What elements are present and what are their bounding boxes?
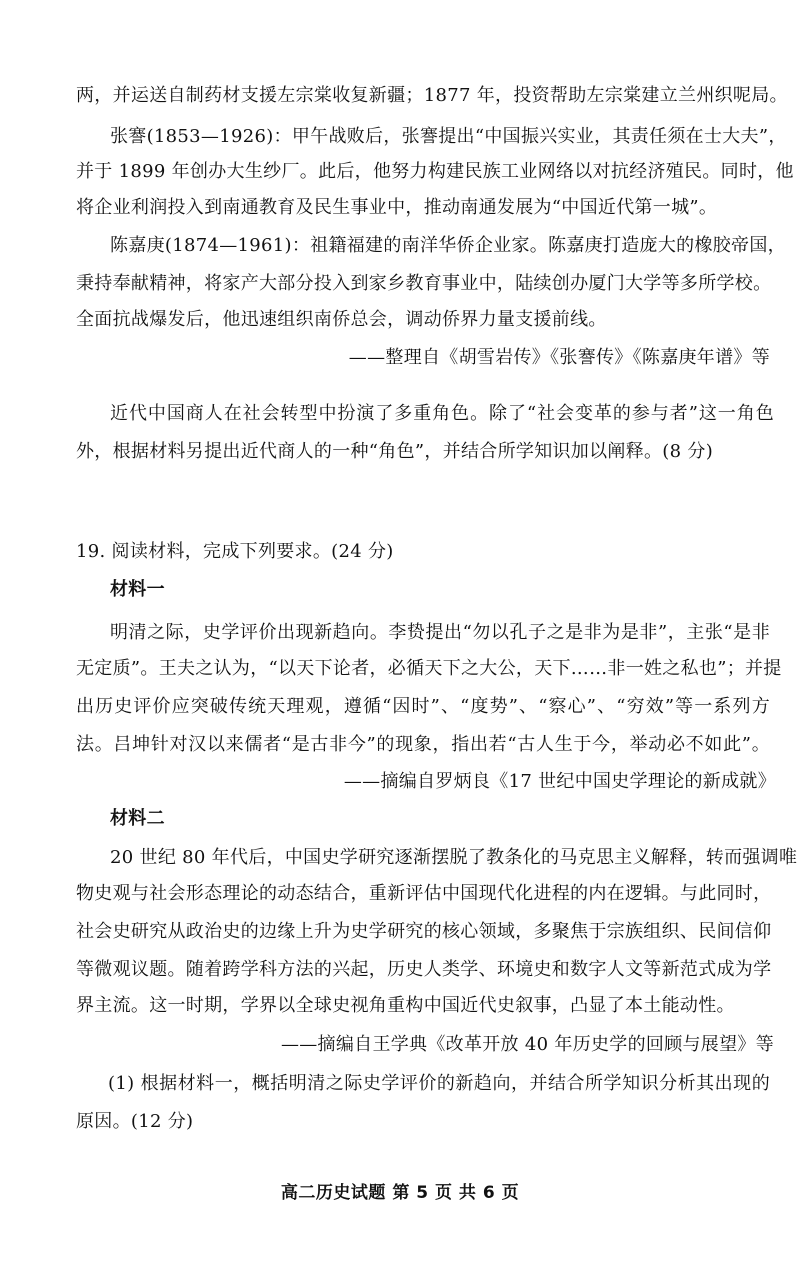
material-2-title: 材料二 — [110, 808, 165, 829]
zhang-jian-line-1: 张謇(1853—1926)：甲午战败后，张謇提出“中国振兴实业，其责任须在士大夫”， — [110, 126, 787, 147]
page-footer: 高二历史试题 第 5 页 共 6 页 — [280, 1183, 520, 1203]
chen-jiageng-line-2: 秉持奉献精神，将家产大部分投入到家乡教育事业中，陆续创办厦门大学等多所学校。 — [76, 273, 772, 294]
material-2-line-3: 社会史研究从政治史的边缘上升为史学研究的核心领域，多聚焦于宗族组织、民间信仰 — [76, 921, 772, 942]
material-2-line-5: 界主流。这一时期，学界以全球史视角重构中国近代史叙事，凸显了本土能动性。 — [76, 995, 735, 1016]
zhang-jian-line-2: 并于 1899 年创办大生纱厂。此后，他努力构建民族工业网络以对抗经济殖民。同时，他 — [76, 161, 794, 182]
material-1-title: 材料一 — [110, 579, 165, 600]
q18-task-line-2: 外，根据材料另提出近代商人的一种“角色”，并结合所学知识加以阐释。(8 分) — [76, 441, 714, 462]
chen-jiageng-line-3: 全面抗战爆发后，他迅速组织南侨总会，调动侨界力量支援前线。 — [76, 309, 607, 330]
material-1-line-2: 无定质”。王夫之认为，“以天下论者，必循天下之大公，天下……非一姓之私也”；并提 — [76, 658, 782, 679]
material-1-source: ——摘编自罗炳良《17 世纪中国史学理论的新成就》 — [343, 771, 776, 792]
material-1-line-4: 法。吕坤针对汉以来儒者“是古非今”的现象，指出若“古人生于今，举动必不如此”。 — [76, 734, 770, 755]
material-2-line-4: 等微观议题。随着跨学科方法的兴起，历史人类学、环境史和数字人文等新范式成为学 — [76, 959, 772, 980]
q19-header: 19. 阅读材料，完成下列要求。(24 分) — [76, 541, 394, 562]
zhang-jian-line-3: 将企业利润投入到南通教育及民生事业中，推动南通发展为“中国近代第一城”。 — [76, 197, 718, 218]
material-1-line-1: 明清之际，史学评价出现新趋向。李贽提出“勿以孔子之是非为是非”，主张“是非 — [110, 622, 770, 643]
material-1-line-3: 出历史评价应突破传统天理观，遵循“因时”、“度势”、“察心”、“穷效”等一系列方 — [76, 696, 770, 717]
sub-question-1-line-1: (1) 根据材料一，概括明清之际史学评价的新趋向，并结合所学知识分析其出现的 — [108, 1073, 770, 1094]
chen-jiageng-line-1: 陈嘉庚(1874—1961)：祖籍福建的南洋华侨企业家。陈嘉庚打造庞大的橡胶帝国， — [110, 235, 786, 256]
material-2-source: ——摘编自王学典《改革开放 40 年历史学的回顾与展望》等 — [280, 1034, 774, 1055]
material-line: 两，并运送自制药材支援左宗棠收复新疆；1877 年，投资帮助左宗棠建立兰州织呢局。 — [76, 85, 788, 106]
material-2-line-2: 物史观与社会形态理论的动态结合，重新评估中国现代化进程的内在逻辑。与此同时， — [76, 883, 772, 904]
material-source: ——整理自《胡雪岩传》《张謇传》《陈嘉庚年谱》等 — [348, 347, 770, 368]
material-2-line-1: 20 世纪 80 年代后，中国史学研究逐渐摆脱了教条化的马克思主义解释，转而强调唯 — [110, 847, 798, 868]
q18-task-line-1: 近代中国商人在社会转型中扮演了多重角色。除了“社会变革的参与者”这一角色 — [110, 403, 774, 424]
sub-question-1-line-2: 原因。(12 分) — [76, 1111, 194, 1132]
